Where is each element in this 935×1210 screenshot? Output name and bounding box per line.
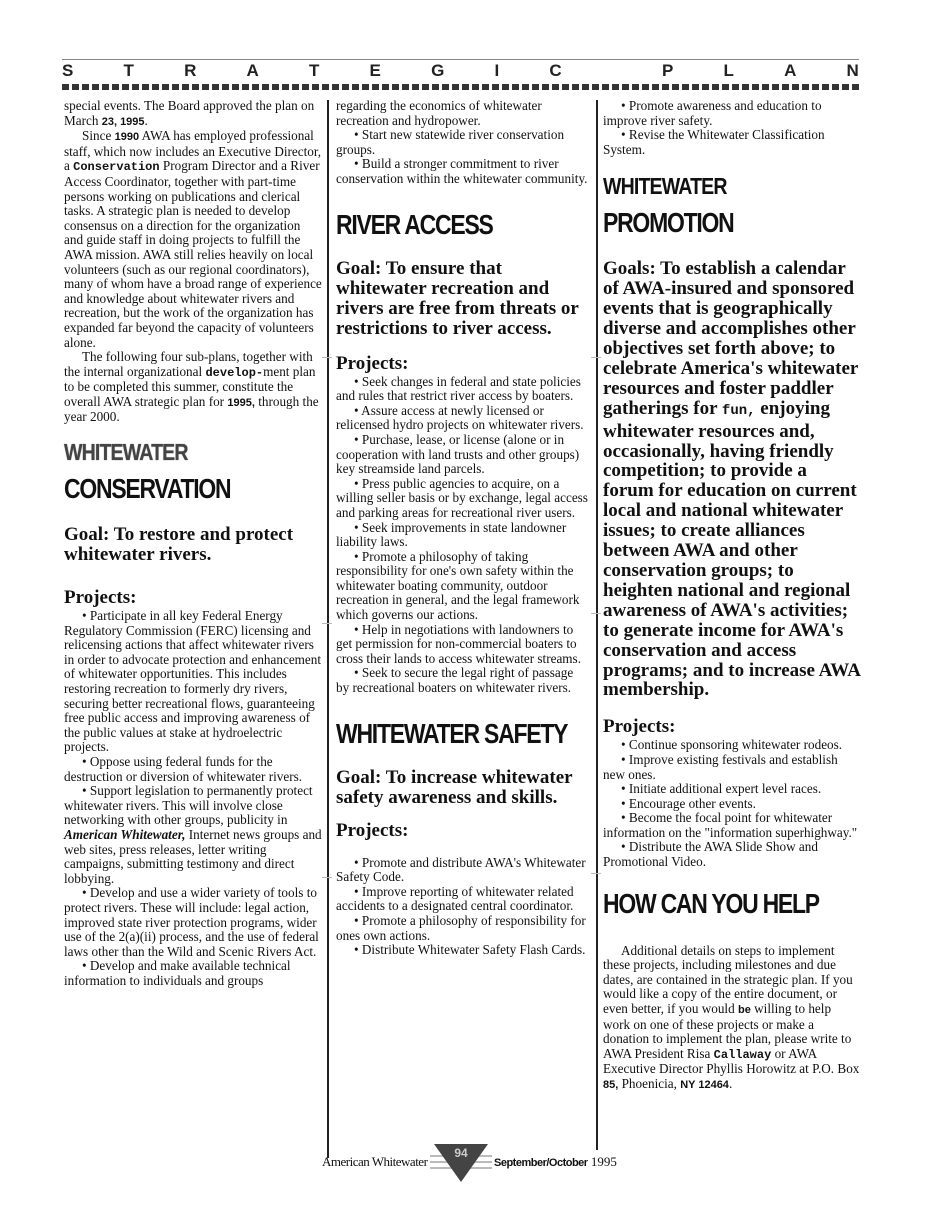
column-divider — [596, 100, 598, 1150]
divider-tick — [322, 623, 332, 624]
section-kicker: WHITEWATER — [603, 173, 727, 200]
projects-label: Projects: — [336, 819, 409, 841]
project-bullet: • Improve reporting of whitewater related accidents to a designated central coordinator. — [336, 883, 574, 914]
masthead-letter: C — [549, 61, 562, 80]
masthead-letters — [62, 63, 859, 79]
project-bullet: • Seek improvements in state landowner liability laws. — [336, 519, 567, 550]
project-bullet: • Promote a philosophy of responsibility for ones own actions. — [336, 913, 586, 943]
president-name: Callaway — [713, 1047, 772, 1062]
intro-paragraph: The following four sub-plans, together with the internal organizational develop-ment plan to be completed this summer, constitute the overall AWA strategic plan for 1995, through the year 2000. — [64, 349, 319, 425]
project-bullet: • Support legislation to permanently protect whitewater rivers. This will involve close networking with other groups, publicity in American Whitewater, Internet news groups and web sites, press releases, letter writing campaigns, submitting testimony and direct lobbying. — [64, 783, 322, 886]
page-number-badge — [430, 1144, 492, 1184]
masthead-letter: E — [369, 61, 381, 80]
page-footer — [322, 1148, 622, 1184]
section-kicker: WHITEWATER — [64, 439, 188, 466]
project-bullet: • Oppose using federal funds for the destruction or diversion of whitewater rivers. — [64, 754, 303, 784]
project-bullet: • Press public agencies to acquire, on a willing seller basis or by exchange, legal access and parking areas for recreational river users. — [336, 475, 588, 520]
project-bullet: • Develop and use a wider variety of tools to protect rivers. These will include: legal action, improved state river protection programs, wider use of the 2(a)(ii) process, and the use of federal laws other than the Wild and Scenic Rivers Act. — [64, 885, 319, 959]
project-bullet: • Encourage other events. — [621, 795, 756, 811]
project-bullet: • Build a stronger commitment to river conservation within the whitewater community. — [336, 156, 588, 186]
project-bullet: • Participate in all key Federal Energy Regulatory Commission (FERC) licensing and relicensing actions that affect whitewater rivers in order to advocate protection and enhancement of whitewater opportunities. This includes restoring recreation to formerly dry rivers, securing better recreational flows, guaranteeing free public access and improving awareness of the public values at stake at hydroelectric projects. — [64, 608, 322, 755]
masthead-dotted-bar — [62, 84, 859, 90]
project-bullet: • Revise the Whitewater Classification System. — [603, 127, 825, 157]
masthead-letter: P — [662, 61, 674, 80]
masthead-letter: L — [723, 61, 734, 80]
projects-label: Projects: — [64, 587, 137, 609]
divider-tick — [322, 357, 332, 358]
divider-tick — [591, 357, 601, 358]
project-bullet: • Continue sponsoring whitewater rodeos. — [621, 737, 843, 753]
project-bullet: • Distribute the AWA Slide Show and Promotional Video. — [603, 839, 818, 870]
projects-label: Projects: — [603, 716, 676, 738]
masthead-letter: A — [246, 61, 259, 80]
masthead-letter: T — [308, 61, 320, 80]
project-bullet: • Promote and distribute AWA's Whitewater Safety Code. — [336, 854, 586, 885]
project-bullet: • Purchase, lease, or license (alone or in cooperation with land trusts and other groups) key streamside land parcels. — [336, 431, 580, 477]
project-bullet: • Promote awareness and education to improve river safety. — [603, 98, 822, 128]
masthead-letter: A — [784, 61, 797, 80]
section-heading-conservation: CONSERVATION — [64, 473, 231, 505]
project-bullet: • Help in negotiations with landowners to get permission for non-commercial boaters to cross their lands to access whitewater streams. — [336, 621, 581, 666]
masthead-letter: N — [846, 61, 859, 80]
project-bullet: • Assure access at newly licensed or relicensed hydro projects on whitewater rivers. — [336, 402, 584, 433]
publication-name: American Whitewater — [322, 1154, 428, 1169]
help-paragraph: Additional details on steps to implement these projects, including milestones and due dates, are contained in the strategic plan. If you would like a copy of the entire document, or even better, if you would be willing to help work on one of these projects or make a donation to implement the plan, please write to AWA President Risa Callaway or AWA Executive Director Phyllis Horowitz at P.O. Box 85, Phoenicia, NY 12464. — [603, 942, 860, 1091]
divider-tick — [322, 877, 332, 878]
divider-tick — [591, 873, 601, 874]
zip-code: NY 12464 — [680, 1079, 729, 1091]
section-heading-promotion: PROMOTION — [603, 207, 734, 239]
column-2 — [336, 99, 588, 958]
project-bullet: • Start new statewide river conservation groups. — [336, 127, 565, 157]
masthead-letter: G — [431, 61, 445, 80]
project-bullet: • Promote a philosophy of taking responsibility for one's own safety within the whitewater boating community, outdoor recreation in general, and the legal framework which governs our actions. — [336, 548, 580, 623]
masthead-letter: S — [62, 61, 74, 80]
projects-label: Projects: — [336, 352, 409, 374]
continued-text: regarding the economics of whitewater recreation and hydropower. — [336, 98, 542, 128]
section-heading-river-access: RIVER ACCESS — [336, 208, 493, 240]
intro-paragraph: special events. The Board approved the plan on March 23, 1995. — [64, 98, 315, 128]
goal-statement: Goals: To establish a calendar of AWA-insured and sponsored events that is geographically diverse and accomplishes other objectives set forth above; to celebrate America's whitewater resources and foster paddler gatherings for fun, enjoying whitewater resources and, occasionally, having friendly competition; to provide a forum for education on current local and national whitewater issues; to create alliances between AWA and other conservation groups; to heighten national and regional awareness of AWA's activities; to generate income for AWA's conservation and access programs; and to increase AWA membership. — [603, 258, 860, 701]
goal-statement: Goal: To restore and protect whitewater rivers. — [64, 524, 294, 566]
project-bullet: • Seek to secure the legal right of passage by recreational boaters on whitewater rivers. — [336, 665, 574, 696]
issue-date: September/October 1995 — [494, 1154, 617, 1169]
masthead-top-rule — [62, 59, 859, 60]
project-bullet: • Develop and make available technical information to individuals and groups — [64, 958, 291, 988]
masthead-strategic-plan — [62, 57, 859, 97]
masthead-letter: T — [123, 61, 134, 80]
masthead-letter: I — [494, 61, 500, 80]
project-bullet: • Become the focal point for whitewater information on the "information superhighway." — [603, 810, 858, 840]
intro-paragraph: Since 1990 AWA has employed professional staff, which now includes an Executive Director, a Conservation Program Director and a River Access Coordinator, together with part-time persons working on publications and clerical tasks. A strategic plan is needed to develop consensus on a direction for the organization and guide staff in doing projects to fulfill the AWA mission. AWA still relies heavily on local volunteers (such as our regional coordinators), many of whom have a broad range of experience and knowledge about whitewater rivers and recreation, but the work of the organization has expanded far beyond the capacity of volunteers alone. — [64, 128, 322, 350]
goal-statement: Goal: To ensure that whitewater recreation and rivers are free from threats or restrictions to river access. — [336, 257, 579, 339]
goal-statement: Goal: To increase whitewater safety awareness and skills. — [336, 766, 573, 808]
project-bullet: • Initiate additional expert level races. — [621, 781, 822, 797]
page-number: 94 — [454, 1146, 468, 1160]
masthead-letter: R — [184, 61, 197, 80]
column-1 — [64, 99, 322, 989]
column-divider — [327, 100, 329, 1158]
column-3 — [603, 99, 861, 1093]
project-bullet: • Improve existing festivals and establish new ones. — [603, 751, 838, 782]
section-heading-how-can-you-help: HOW CAN YOU HELP — [603, 887, 819, 919]
divider-tick — [591, 613, 601, 614]
project-bullet: • Distribute Whitewater Safety Flash Cards. — [354, 942, 586, 958]
date: 23, 1995 — [101, 115, 145, 128]
project-bullet: • Seek changes in federal and state policies and rules that restrict river access by boaters. — [336, 373, 581, 404]
section-heading-whitewater-safety: WHITEWATER SAFETY — [336, 717, 568, 749]
